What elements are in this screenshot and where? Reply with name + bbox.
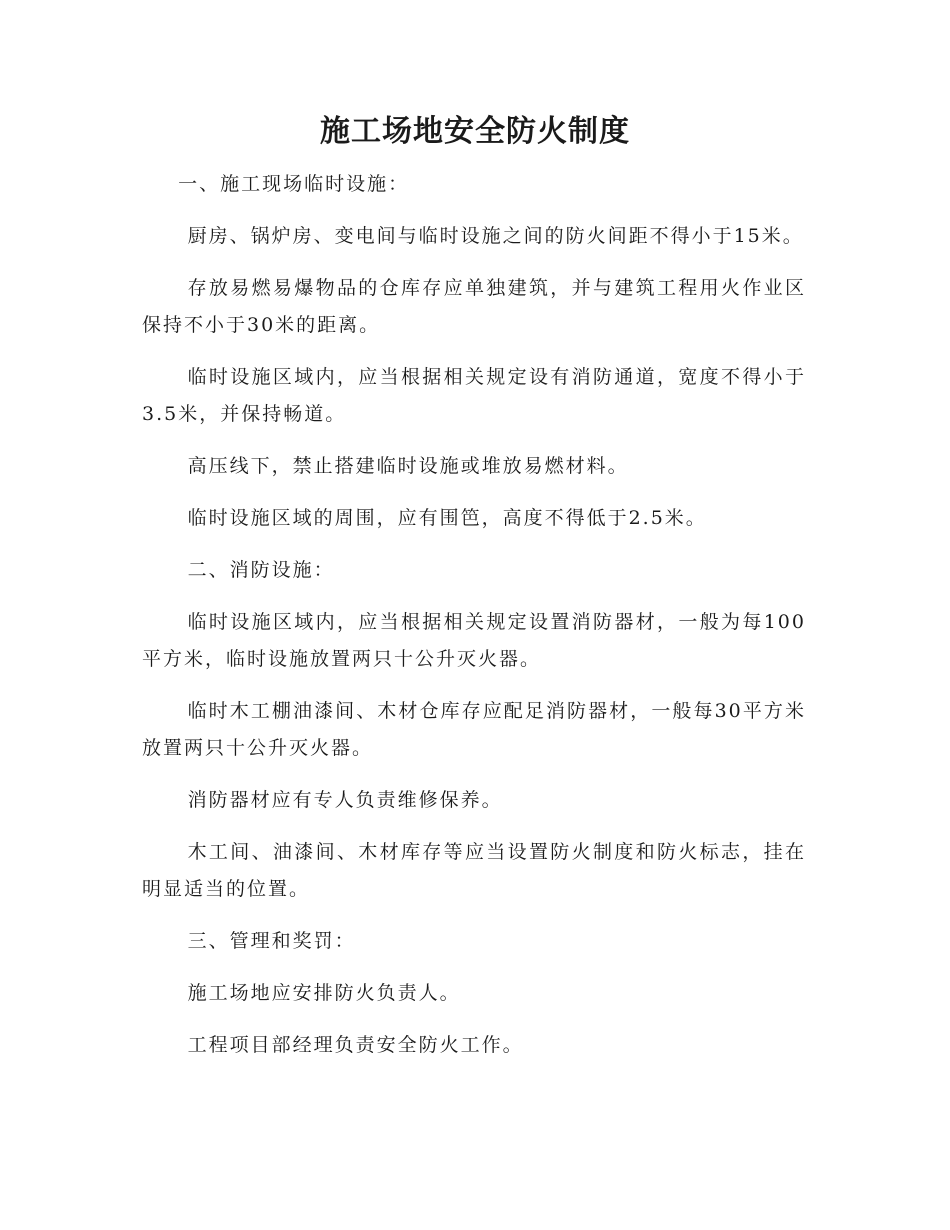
paragraph: 临时木工棚油漆间、木材仓库存应配足消防器材，一般每30平方米放置两只十公升灭火器。 [142, 700, 806, 759]
paragraph: 临时设施区域内，应当根据相关规定设置消防器材，一般为每100平方米，临时设施放置两只十公升灭火器。 [142, 611, 806, 670]
paragraph: 木工间、油漆间、木材库存等应当设置防火制度和防火标志，挂在明显适当的位置。 [142, 841, 806, 900]
section-heading-3: 三、管理和奖罚： [187, 930, 356, 952]
section-heading-2: 二、消防设施： [187, 559, 335, 581]
paragraph: 厨房、锅炉房、变电间与临时设施之间的防火间距不得小于15米。 [187, 225, 804, 247]
section-heading-1: 一、施工现场临时设施： [178, 173, 410, 195]
paragraph: 工程项目部经理负责安全防火工作。 [187, 1034, 524, 1056]
paragraph: 存放易燃易爆物品的仓库存应单独建筑，并与建筑工程用火作业区保持不小于30米的距离。 [142, 277, 806, 336]
document-title: 施工场地安全防火制度 [320, 114, 630, 149]
document-body [142, 166, 806, 1079]
paragraph: 临时设施区域的周围，应有围笆，高度不得低于2.5米。 [187, 507, 707, 529]
paragraph: 施工场地应安排防火负责人。 [187, 982, 461, 1004]
paragraph: 高压线下，禁止搭建临时设施或堆放易燃材料。 [187, 455, 629, 477]
paragraph: 消防器材应有专人负责维修保养。 [187, 789, 503, 811]
paragraph: 临时设施区域内，应当根据相关规定设有消防通道，宽度不得小于3.5米，并保持畅道。 [142, 366, 806, 425]
